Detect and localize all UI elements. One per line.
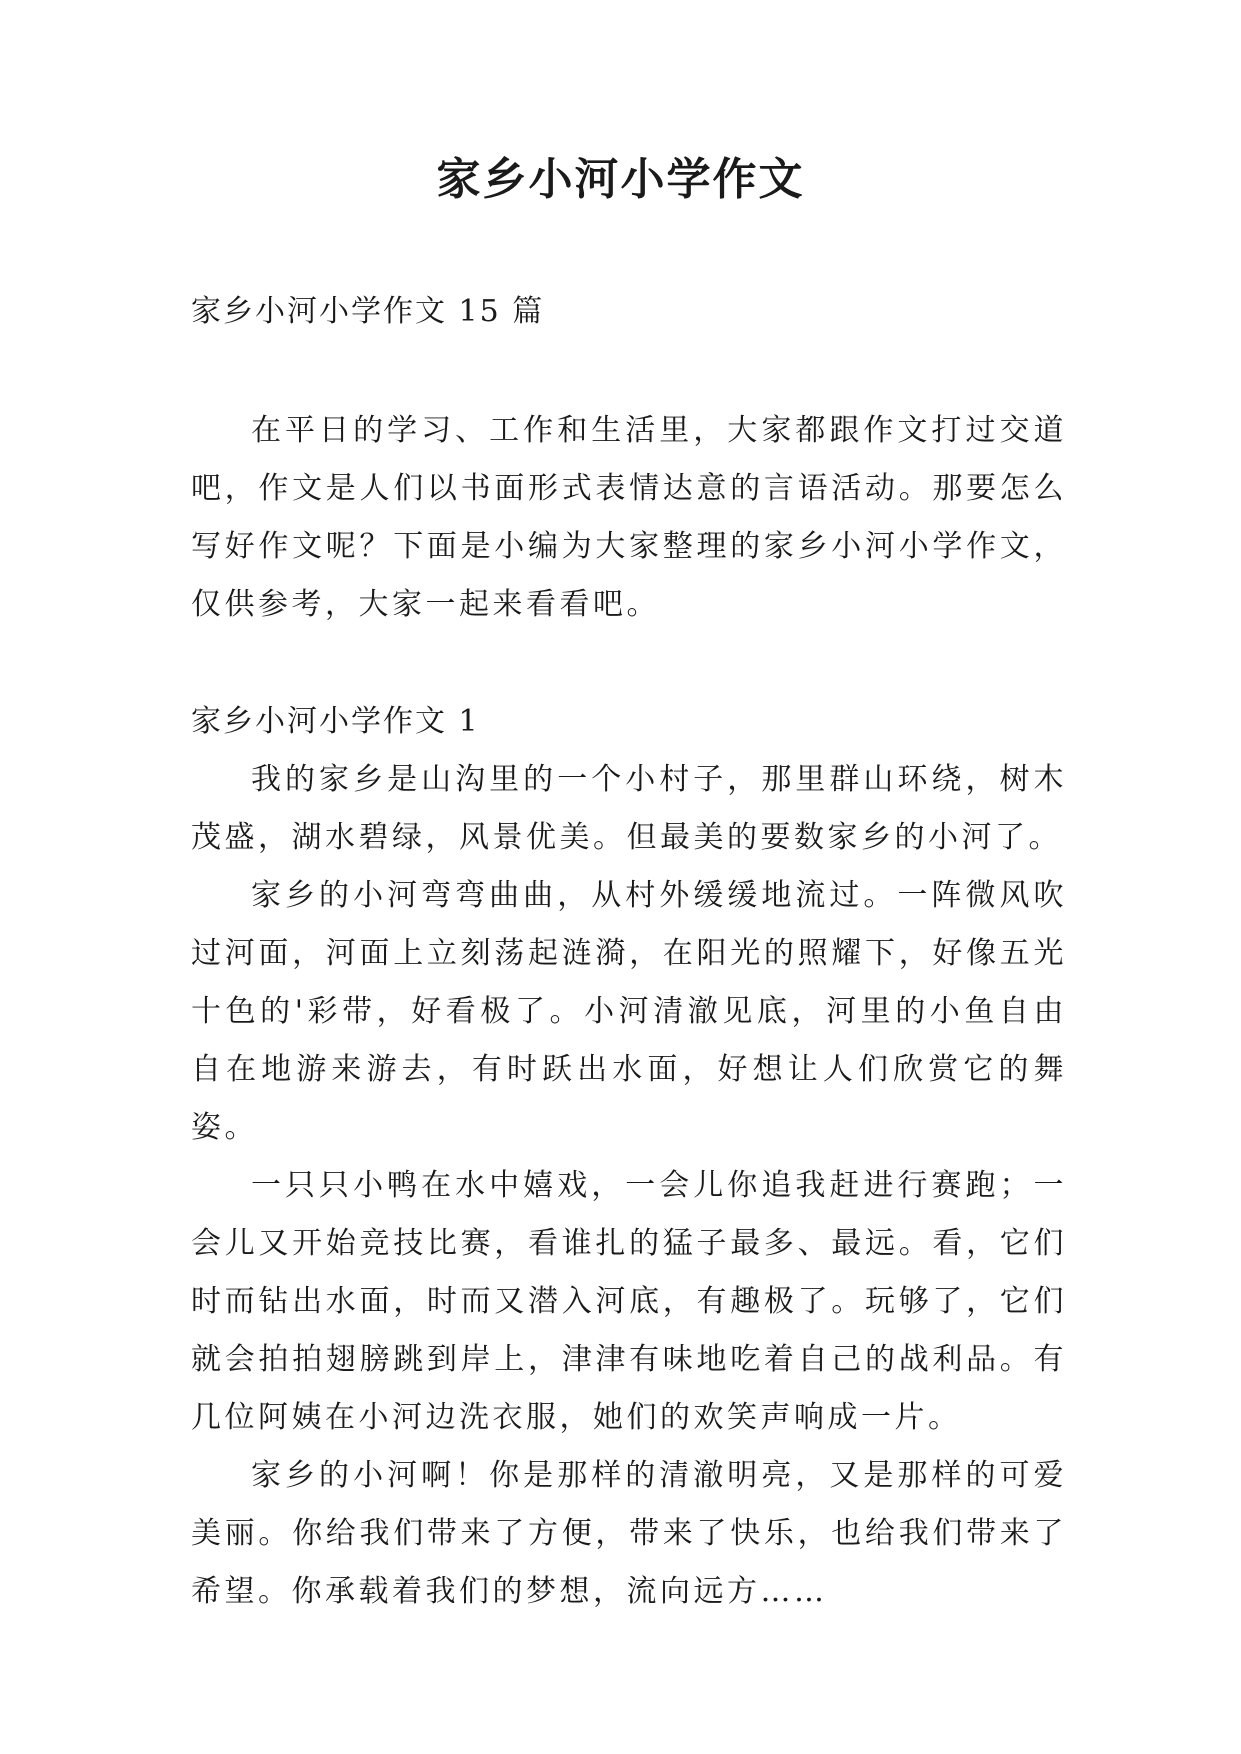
essay-1-heading: 家乡小河小学作文 1 <box>191 704 480 739</box>
essay-1-section <box>191 693 1067 1621</box>
document-subtitle: 家乡小河小学作文 15 篇 <box>191 294 545 329</box>
essay-paragraph: 家乡的小河啊！你是那样的清澈明亮，又是那样的可爱美丽。你给我们带来了方便，带来了快乐，也给我们带来了希望。你承载着我们的梦想，流向远方…… <box>191 1458 1067 1609</box>
essay-paragraph: 我的家乡是山沟里的一个小村子，那里群山环绕，树木茂盛，湖水碧绿，风景优美。但最美的要数家乡的小河了。 <box>191 762 1067 855</box>
intro-paragraph: 在平日的学习、工作和生活里，大家都跟作文打过交道吧，作文是人们以书面形式表情达意的言语活动。那要怎么写好作文呢？下面是小编为大家整理的家乡小河小学作文，仅供参考，大家一起来看看吧。 <box>191 413 1067 622</box>
page-title: 家乡小河小学作文 <box>436 154 805 205</box>
essay-paragraph: 家乡的小河弯弯曲曲，从村外缓缓地流过。一阵微风吹过河面，河面上立刻荡起涟漪，在阳光的照耀下，好像五光十色的'彩带，好看极了。小河清澈见底，河里的小鱼自由自在地游来游去，有时跃出水面，好想让人们欣赏它的舞姿。 <box>191 878 1067 1145</box>
intro-section <box>191 402 1067 634</box>
essay-paragraph: 一只只小鸭在水中嬉戏，一会儿你追我赶进行赛跑；一会儿又开始竞技比赛，看谁扎的猛子最多、最远。看，它们时而钻出水面，时而又潜入河底，有趣极了。玩够了，它们就会拍拍翅膀跳到岸上，津津有味地吃着自己的战利品。有几位阿姨在小河边洗衣服，她们的欢笑声响成一片。 <box>191 1168 1067 1435</box>
